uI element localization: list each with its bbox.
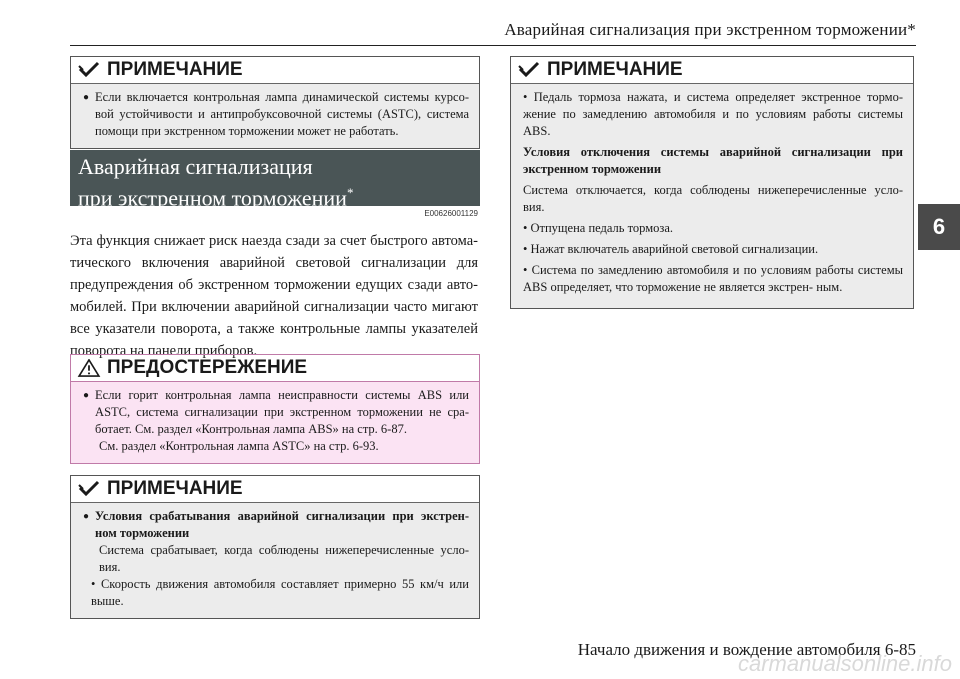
intro-paragraph: Эта функция снижает риск наезда сзади за счет быстрого автома- тического включения аварийной световой сигнализации для предупреждения об экстренном торможении едущих сзади авто- мобилей. При включении аварийной сигнализации часто мигают все указатели поворота, а также контрольные лампы указателей поворота на панели приборов.: [70, 233, 478, 359]
note-bullet: [83, 89, 469, 140]
note-box-2: [70, 475, 480, 619]
watermark-logo: carmanualsonline.info: [737, 651, 952, 676]
caution-box: [70, 354, 480, 464]
note-bold-title: Условия отключения системы аварийной сигнализации при экстренном торможении: [523, 145, 903, 176]
caution-text: Если горит контрольная лампа неисправности системы ABS или ASTC, система сигнализации при экстренном торможении не сра- ботает. См. раздел «Контрольная лампа ABS» на стр. 6-87.: [95, 388, 469, 436]
page-footer: Начало движения и вождение автомобиля 6-85: [577, 640, 916, 659]
note-heading-text: ПРИМЕЧАНИЕ: [107, 59, 243, 80]
note-heading: [71, 57, 479, 83]
chapter-tab: 6: [918, 204, 960, 250]
note-heading-text: ПРИМЕЧАНИЕ: [547, 59, 683, 80]
note-text: Если включается контрольная лампа динамической системы курсо- вой устойчивости и антипробуксовочной системы (ASTC), система помощи при экстренном торможении может не работать.: [95, 90, 469, 138]
note-bold-title: Условия срабатывания аварийной сигнализации при экстрен- ном торможении: [95, 509, 469, 540]
note-item: • Скорость движения автомобиля составляет примерно 55 км/ч или выше.: [91, 577, 469, 608]
note-body: [71, 83, 479, 148]
bullet-dot-icon: ●: [83, 511, 90, 522]
page-header-title: Аварийная сигнализация при экстренном торможении*: [504, 20, 916, 39]
pencil-check-icon: [517, 61, 541, 79]
pencil-check-icon: [77, 480, 101, 498]
note-box-3: [510, 56, 914, 309]
section-heading: [70, 150, 480, 211]
section-title-line1: Аварийная сигнализация: [78, 154, 313, 179]
note-item: • Отпущена педаль тормоза.: [523, 221, 673, 235]
note-bullet: [83, 508, 469, 542]
note-text: Система отключается, когда соблюдены нижеперечисленные усло- вия.: [523, 183, 903, 214]
note-item: • Нажат включатель аварийной световой сигнализации.: [523, 242, 819, 256]
note-heading-text: ПРИМЕЧАНИЕ: [107, 478, 243, 499]
bullet-dot-icon: ●: [83, 390, 90, 401]
section-code: E00626001129: [424, 209, 478, 218]
header-divider: [70, 45, 916, 46]
note-box-1: [70, 56, 480, 149]
note-body: [71, 502, 479, 618]
section-title-mark: *: [346, 185, 354, 200]
note-heading: [71, 476, 479, 502]
caution-body: [71, 381, 479, 463]
caution-bullet: [83, 387, 469, 438]
bullet-dot-icon: ●: [83, 92, 90, 103]
note-heading: [511, 57, 913, 83]
note-body: [511, 83, 913, 308]
caution-heading-text: ПРЕДОСТЕРЕЖЕНИЕ: [107, 357, 308, 378]
note-text: Система срабатывает, когда соблюдены нижеперечисленные усло- вия.: [99, 543, 469, 574]
caution-heading: [71, 355, 479, 381]
section-title-line2: при экстренном торможении: [78, 185, 347, 211]
note-item: • Система по замедлению автомобиля и по условиям работы системы ABS определяет, что торможение не является экстрен- ным.: [523, 263, 903, 294]
warning-icon: [77, 359, 101, 377]
pencil-check-icon: [77, 61, 101, 79]
note-item: • Педаль тормоза нажата, и система определяет экстренное тормо- жение по замедлению автомобиля и по условиям работы системы ABS.: [523, 90, 903, 138]
caution-reference: См. раздел «Контрольная лампа ASTC» на стр. 6-93.: [99, 439, 379, 453]
